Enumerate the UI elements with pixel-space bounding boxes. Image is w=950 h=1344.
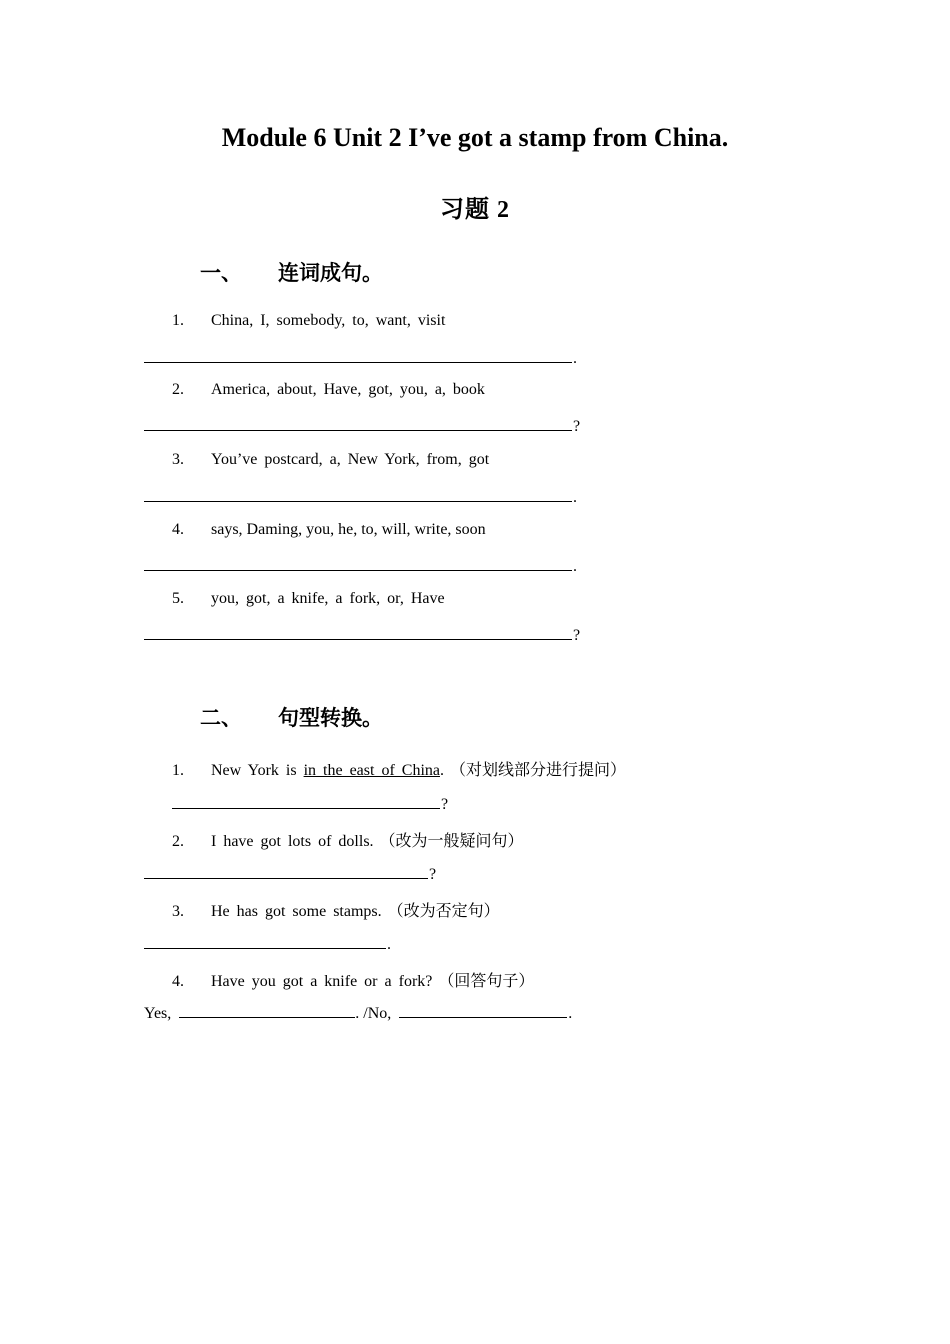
page-title: Module 6 Unit 2 I’ve got a stamp from China. [221, 123, 729, 152]
s2-question-3 [172, 898, 500, 921]
question-text: China, I, somebody, to, want, visit [211, 312, 446, 329]
s2-answer-line-1[interactable]: ? [172, 794, 448, 814]
underlined-phrase: in the east of China [303, 762, 440, 779]
s1-answer-line-3[interactable]: . [144, 487, 577, 507]
s2-answer-4: Yes, . /No, . [144, 1005, 573, 1022]
answer-separator: . /No, [355, 1005, 392, 1022]
instruction-note: （对划线部分进行提问） [450, 762, 627, 779]
question-number: 4. [172, 521, 184, 538]
s2-answer-line-2[interactable]: ? [144, 864, 436, 884]
s2-question-1: 1. New York is in the east of China. （对划线部分进行提问） [172, 762, 627, 779]
s1-question-2 [172, 381, 485, 399]
answer-yes-line[interactable] [179, 1003, 355, 1018]
s1-question-1 [172, 312, 445, 330]
section-2-title: 句型转换。 [278, 706, 383, 730]
question-text: He has got some stamps. [211, 903, 382, 920]
question-text: New York is [211, 762, 304, 779]
s1-question-5 [172, 590, 445, 608]
s1-question-4 [172, 521, 486, 539]
question-number: 5. [172, 590, 184, 607]
question-text: you, got, a knife, a fork, or, Have [211, 590, 445, 607]
section-1-heading [200, 257, 383, 287]
s1-answer-line-1[interactable]: . [144, 348, 577, 368]
section-2-heading [200, 702, 383, 732]
question-number: 2. [172, 833, 184, 850]
s1-answer-line-5[interactable]: ? [144, 625, 580, 645]
s1-answer-line-2[interactable]: ? [144, 416, 580, 436]
answer-no-line[interactable] [399, 1003, 567, 1018]
question-text: America, about, Have, got, you, a, book [211, 381, 485, 398]
question-text: I have got lots of dolls. [211, 833, 374, 850]
s2-question-4 [172, 968, 534, 991]
question-text: You’ve postcard, a, New York, from, got [211, 451, 490, 468]
question-number: 1. [172, 762, 184, 779]
section-2-number: 二、 [200, 706, 242, 730]
answer-yes-label: Yes, [144, 1005, 172, 1022]
s2-answer-line-3[interactable]: . [144, 934, 391, 954]
question-text: says, Daming, you, he, to, will, write, soon [211, 521, 486, 538]
s2-question-2 [172, 828, 524, 851]
instruction-note: （改为否定句） [387, 903, 500, 920]
section-1-number: 一、 [200, 261, 242, 285]
question-number: 3. [172, 451, 184, 468]
instruction-note: （回答句子） [438, 973, 535, 990]
s1-answer-line-4[interactable]: . [144, 556, 577, 576]
question-number: 2. [172, 381, 184, 398]
question-text: Have you got a knife or a fork? [211, 973, 433, 990]
page-subtitle: 习题 2 [440, 197, 510, 223]
question-number: 1. [172, 312, 184, 329]
question-number: 4. [172, 973, 184, 990]
instruction-note: （改为一般疑问句） [379, 833, 524, 850]
s1-question-3 [172, 451, 489, 469]
question-number: 3. [172, 903, 184, 920]
section-1-title: 连词成句。 [278, 261, 383, 285]
